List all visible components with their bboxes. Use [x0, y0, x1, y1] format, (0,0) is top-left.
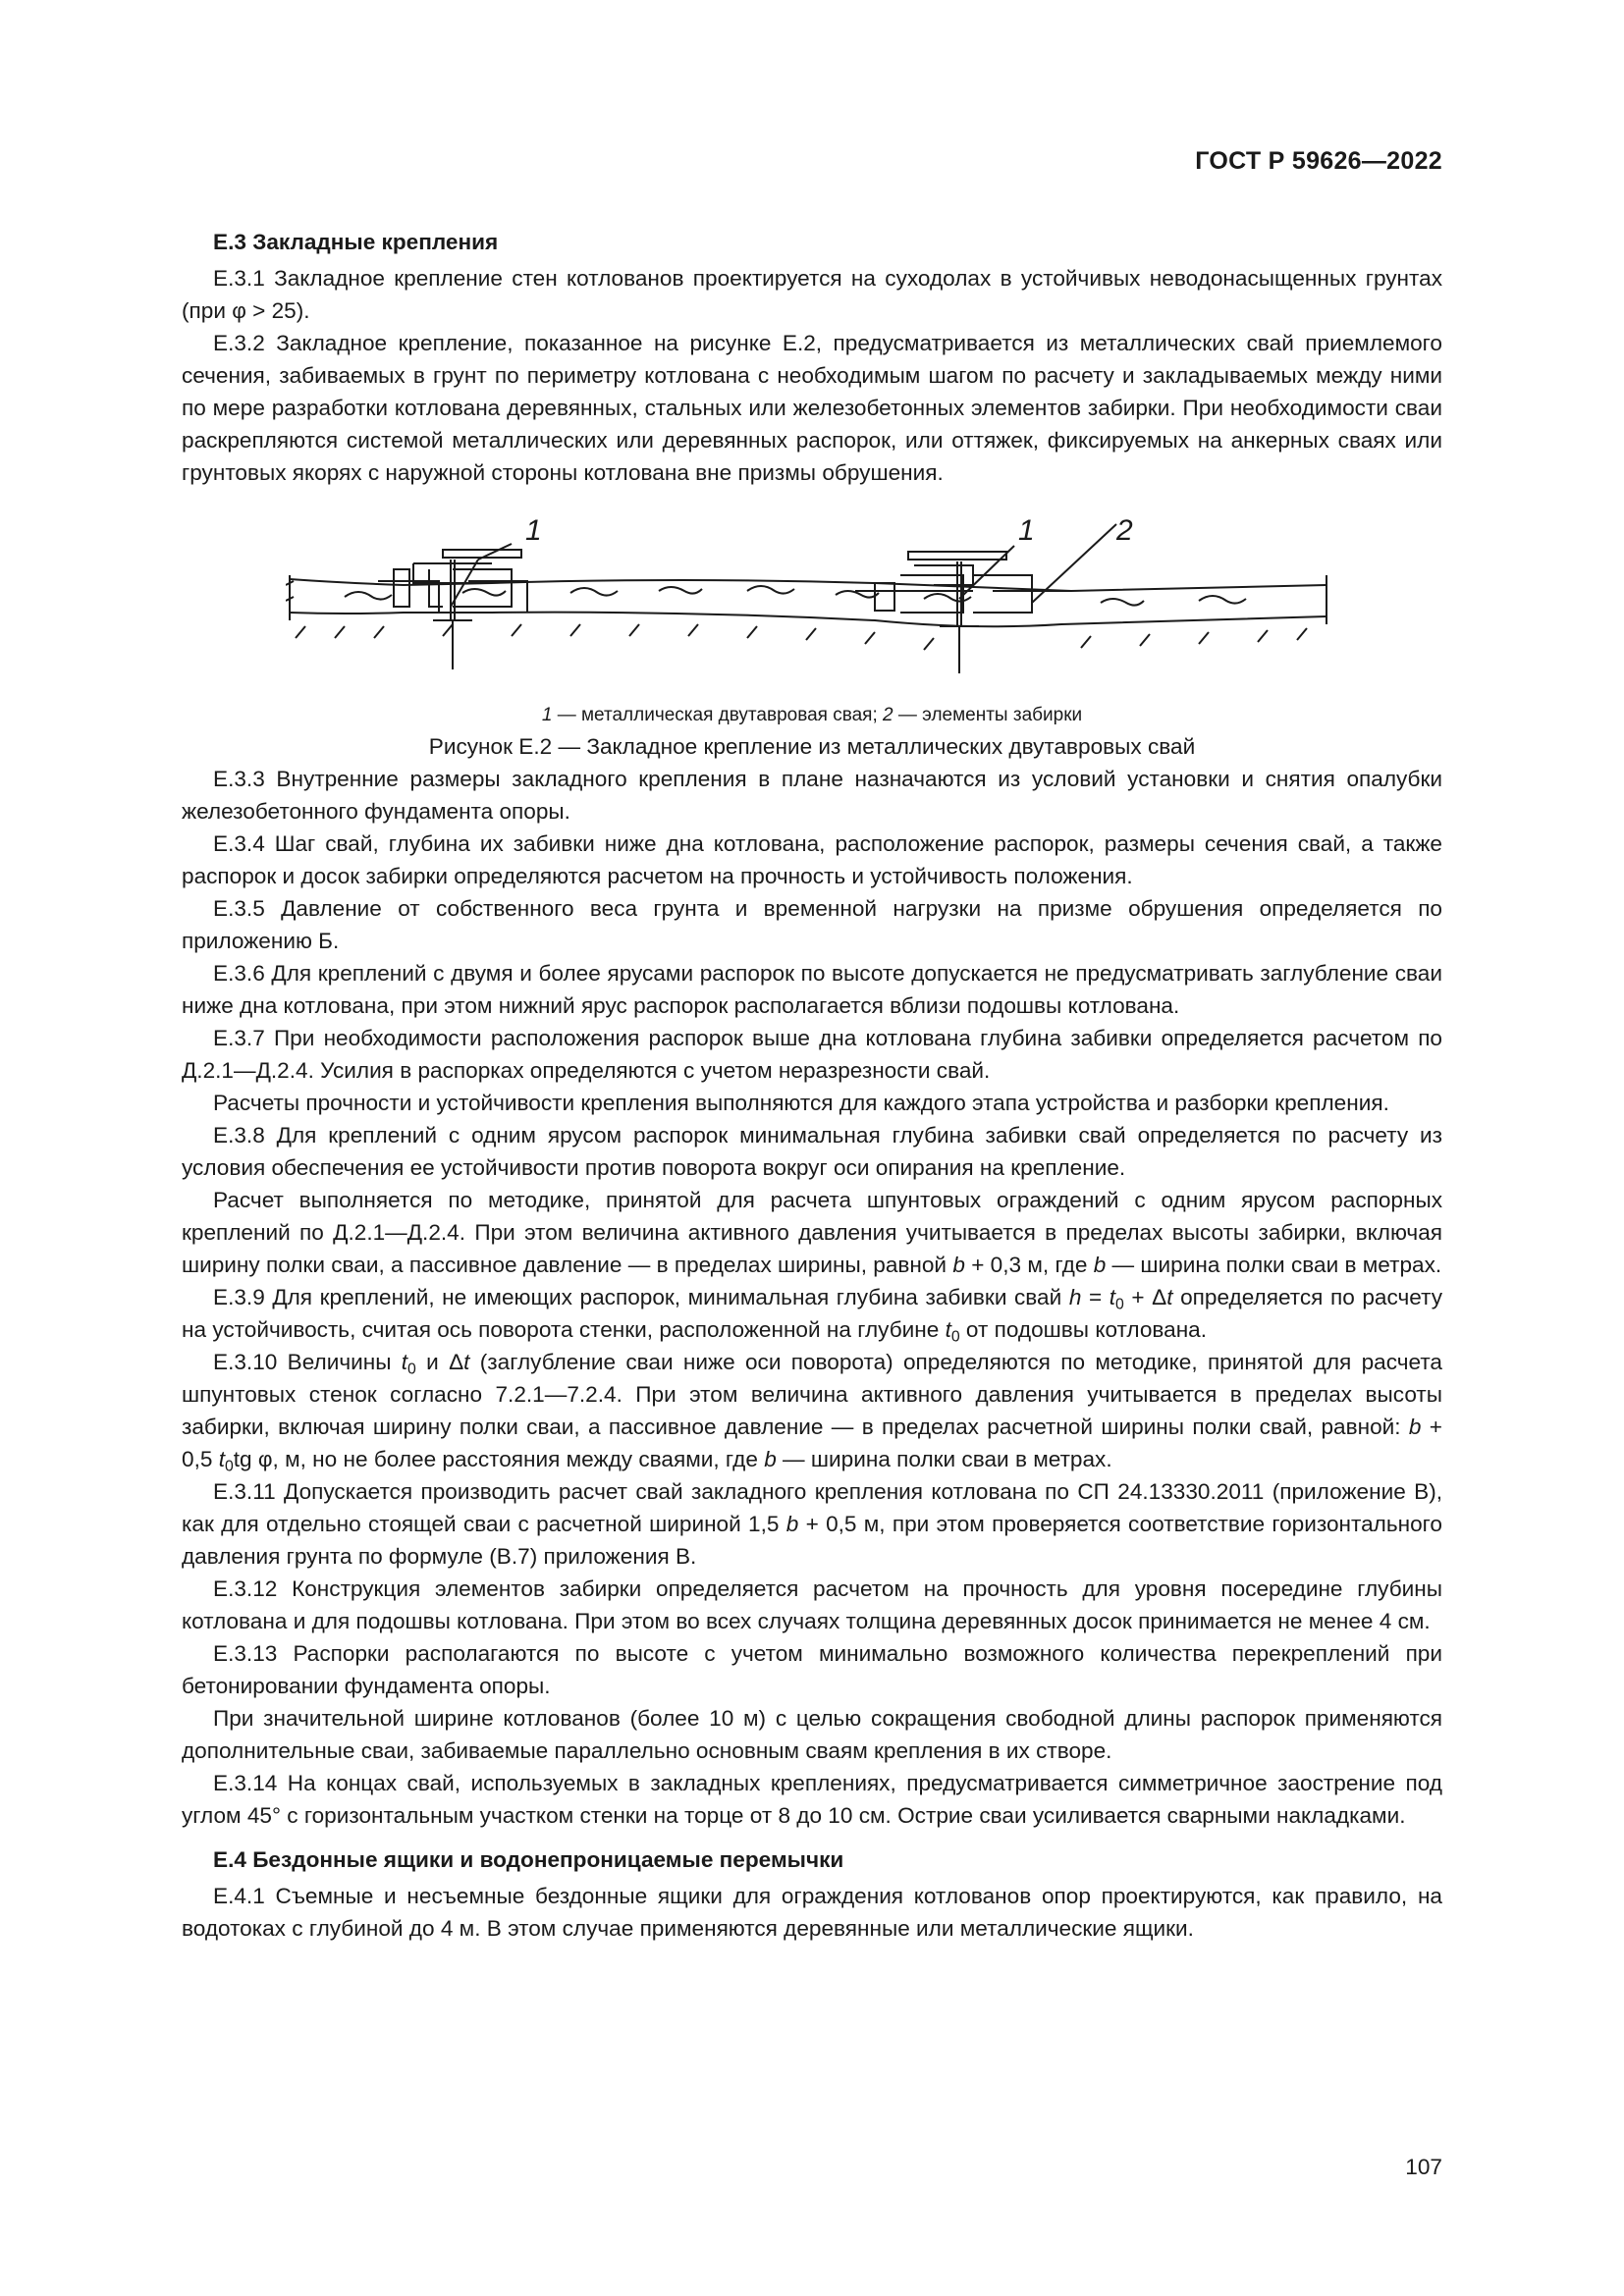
pile-shoring-diagram [286, 505, 1346, 701]
math-var: b [785, 1512, 799, 1536]
math-var: b [764, 1447, 777, 1471]
paragraph-e3-5: Е.3.5 Давление от собственного веса грунта и временной нагрузки на призме обрушения определяется по приложению Б. [182, 896, 1442, 953]
page-number: 107 [1405, 2155, 1442, 2179]
text-run: Е.3.10 Величины [213, 1350, 402, 1374]
text-run: tg φ, м, но не более расстояния между сваями, где [233, 1447, 765, 1471]
excavation-bottom-line [290, 613, 1326, 627]
paragraph-e3-1: Е.3.1 Закладное крепление стен котлованов проектируется на суходолах в устойчивых неводонасыщенных грунтах (при φ > 25). [182, 266, 1442, 323]
math-sub: 0 [1115, 1296, 1124, 1313]
text-run: — ширина полки сваи в метрах. [1106, 1253, 1442, 1277]
figure-legend [182, 701, 1442, 730]
math-sub: 0 [950, 1328, 960, 1346]
text-run: + 0,5 [182, 1415, 1443, 1471]
text-run: Е.3.9 Для креплений, не имеющих распорок, минимальная глубина забивки свай [213, 1285, 1069, 1309]
page-content [182, 226, 1442, 1945]
text-run: — ширина полки сваи в метрах. [776, 1447, 1112, 1471]
legend-text-2: — элементы забирки [893, 705, 1083, 725]
legend-number-1: 1 [541, 705, 553, 725]
text-run: и Δ [415, 1350, 464, 1374]
math-var: t [1166, 1285, 1173, 1309]
text-run: Расчет выполняется по методике, принятой для расчета шпунтовых ограждений с одним ярусом распорных креплений по Д.2.1—Д.2.4. При этом величина активного давления учитывается в пределах высоты забирки, включая ширину полки сваи, а пассивное давление — в пределах ширины, равной [182, 1188, 1442, 1277]
paragraph-e3-9 [182, 1281, 1442, 1346]
paragraph-e3-10 [182, 1346, 1442, 1475]
text-run: + 0,5 м, при этом проверяется соответствие горизонтального давления грунта по формуле (В.7) приложения В. [182, 1512, 1442, 1569]
paragraph-e3-13-cont: При значительной ширине котлованов (более 10 м) с целью сокращения свободной длины распорок применяются дополнительные сваи, забиваемые параллельно основным сваям крепления в их створе. [182, 1706, 1442, 1763]
paragraph-e3-14: Е.3.14 На концах свай, используемых в закладных креплениях, предусматривается симметричное заострение под углом 45° с горизонтальным участком стенки на торце от 8 до 10 см. Острие сваи усиливается сварными накладками. [182, 1771, 1442, 1828]
right-pile [855, 524, 1116, 673]
text-run: от подошвы котлована. [959, 1317, 1208, 1342]
figure-caption: Рисунок Е.2 — Закладное крепление из металлических двутавровых свай [428, 734, 1196, 759]
text-run: Е.3.11 Допускается производить расчет свай закладного крепления котлована по СП 24.13330.2011 (приложение В), как для отдельно стоящей сваи с расчетной шириной 1,5 [182, 1479, 1442, 1536]
text-run: определяется по расчету на устойчивость, считая ось поворота стенки, расположенной на глубине [182, 1285, 1442, 1342]
text-run: + Δ [1123, 1285, 1167, 1309]
document-header: ГОСТ Р 59626—2022 [1195, 147, 1442, 175]
paragraph-e3-8-cont [182, 1184, 1442, 1281]
paragraph-e3-12: Е.3.12 Конструкция элементов забирки определяется расчетом на прочность для уровня посередине глубины котлована и для подошвы котлована. При этом во всех случаях толщина деревянных досок принимается не менее 4 см. [182, 1576, 1442, 1633]
math-var: t [463, 1350, 470, 1374]
text-run: + 0,3 м, где [964, 1253, 1094, 1277]
math-var: b [1408, 1415, 1422, 1439]
figure-e2 [182, 505, 1442, 763]
paragraph-e3-7: Е.3.7 При необходимости расположения распорок выше дна котлована глубина забивки определяется расчетом по Д.2.1—Д.2.4. Усилия в распорках определяются с учетом неразрезности свай. [182, 1026, 1442, 1083]
paragraph-e3-4: Е.3.4 Шаг свай, глубина их забивки ниже дна котлована, расположение распорок, размеры сечения свай, а также распорок и досок забирки определяются расчетом на прочность и устойчивость положения. [182, 831, 1442, 888]
paragraph-e3-6: Е.3.6 Для креплений с двумя и более ярусами распорок по высоте допускается не предусматривать заглубление сваи ниже дна котлована, при этом нижний ярус распорок располагается вблизи подошвы котлована. [182, 961, 1442, 1018]
math-var: t [1109, 1285, 1116, 1309]
paragraph-e3-7-cont: Расчеты прочности и устойчивости крепления выполняются для каждого этапа устройства и разборки крепления. [213, 1091, 1389, 1115]
paragraph-e3-3: Е.3.3 Внутренние размеры закладного крепления в плане назначаются из условий установки и снятия опалубки железобетонного фундамента опоры. [182, 767, 1442, 824]
text-run: (заглубление сваи ниже оси поворота) определяются по методике, принятой для расчета шпунтовых стенок согласно 7.2.1—7.2.4. При этом величина активного давления учитывается в пределах высоты забирки, включая ширину полки сваи, а пассивное давление — в пределах расчетной ширины полки свай, равной: [182, 1350, 1442, 1439]
legend-text-1: — металлическая двутавровая свая; [552, 705, 884, 725]
label-lagging: 2 [1116, 514, 1133, 547]
math-var: t [945, 1317, 951, 1342]
paragraph-e4-1: Е.4.1 Съемные и несъемные бездонные ящики для ограждения котлованов опор проектируются, как правило, на водотоках с глубиной до 4 м. В этом случае применяются деревянные или металлические ящики. [182, 1884, 1442, 1941]
section-heading-e4: Е.4 Бездонные ящики и водонепроницаемые перемычки [213, 1847, 844, 1872]
paragraph-e3-2: Е.3.2 Закладное крепление, показанное на рисунке Е.2, предусматривается из металлических свай приемлемого сечения, забиваемых в грунт по периметру котлована с необходимым шагом по расчету и закладываемых между ними по мере разработки котлована деревянных, стальных или железобетонных элементов забирки. При необходимости сваи раскрепляются системой металлических или деревянных распорок, или оттяжек, фиксируемых на анкерных сваях или грунтовых якорях с наружной стороны котлована вне призмы обрушения. [182, 331, 1442, 485]
math-var: b [1093, 1253, 1107, 1277]
math-sub: 0 [407, 1361, 416, 1378]
math-var: t [218, 1447, 225, 1471]
legend-number-2: 2 [883, 705, 893, 725]
label-pile-right: 1 [1018, 514, 1035, 547]
section-heading-e3: Е.3 Закладные крепления [213, 230, 499, 254]
lagging-wave-marks [345, 586, 1246, 606]
math-sub: 0 [224, 1458, 234, 1475]
soil-hatching [296, 624, 1307, 650]
paragraph-e3-11 [182, 1475, 1442, 1573]
ground-top-line [290, 579, 1326, 591]
label-pile-left: 1 [525, 514, 542, 547]
math-var: t [401, 1350, 408, 1374]
math-var: h [1068, 1285, 1082, 1309]
text-run: = [1081, 1285, 1110, 1309]
paragraph-e3-13: Е.3.13 Распорки располагаются по высоте с учетом минимально возможного количества перекреплений при бетонировании фундамента опоры. [182, 1641, 1442, 1698]
left-pile [378, 544, 527, 669]
paragraph-e3-8: Е.3.8 Для креплений с одним ярусом распорок минимальная глубина забивки свай определяется по расчету из условия обеспечения ее устойчивости против поворота вокруг оси опирания на крепление. [182, 1123, 1442, 1180]
math-var: b [952, 1253, 965, 1277]
